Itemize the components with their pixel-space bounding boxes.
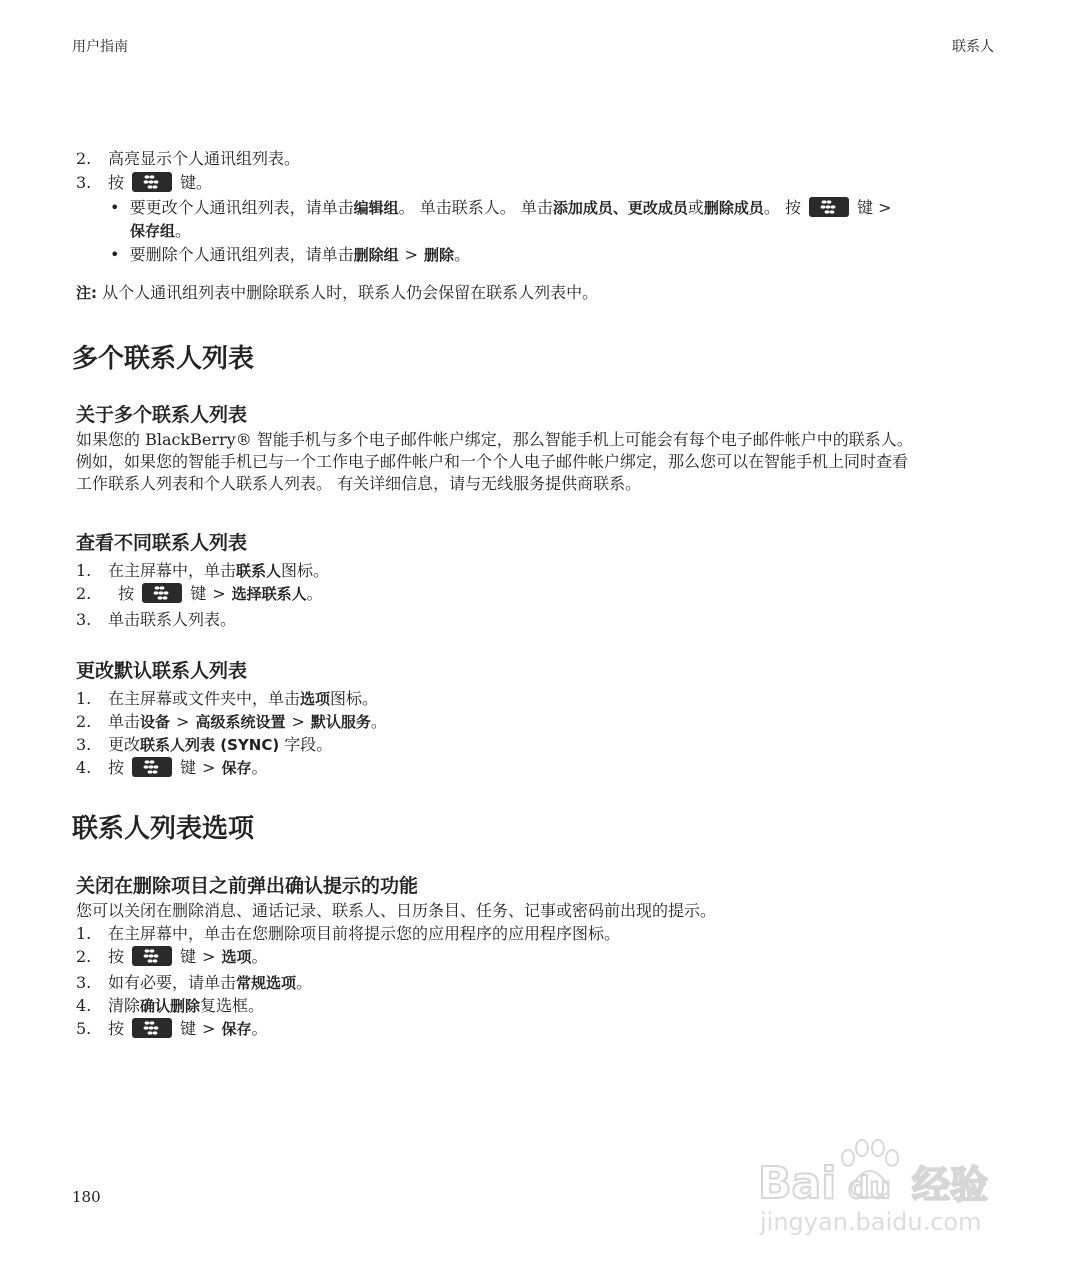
bullet-edit-group-cont: 保存组。	[130, 221, 192, 240]
bullet-dot: •	[110, 245, 120, 264]
note: 注: 从个人通讯组列表中删除联系人时，联系人仍会保留在联系人列表中。	[76, 283, 599, 302]
confirm-step-1: 1. 在主屏幕中，单击在您删除项目前将提示您的应用程序的应用程序图标。	[76, 924, 621, 943]
watermark-brand-cn: 经验	[912, 1163, 989, 1207]
bullet-edit-group: • 要更改个人通讯组列表，请单击编辑组。 单击联系人。 单击添加成员、更改成员或删除成员。 按 键 >	[110, 198, 892, 217]
watermark-brand-bai: Bai	[758, 1158, 837, 1209]
subsection-title-default: 更改默认联系人列表	[76, 660, 248, 682]
section-title-multiple-lists: 多个联系人列表	[72, 344, 255, 374]
watermark-brand-du: du	[848, 1171, 891, 1206]
watermark-url: jingyan.baidu.com	[760, 1208, 982, 1236]
confirm-step-2: 2. 按 键 > 选项。	[76, 947, 268, 966]
confirm-step-3: 3. 如有必要，请单击常规选项。	[76, 973, 313, 992]
step-highlight-group: 2. 高亮显示个人通讯组列表。	[76, 149, 301, 168]
page-number: 180	[72, 1188, 101, 1206]
about-paragraph: 如果您的 BlackBerry® 智能手机与多个电子邮件帐户绑定，那么智能手机上可能会有每个电子邮件帐户中的联系人。 例如，如果您的智能手机已与一个工作电子邮件帐户和一个个人电子邮件帐户绑定，那么您可以在智能手机上同时查看 工作联系人列表和个人联系人列表。 有关详细信息，请与无线服务提供商联系。	[76, 430, 913, 493]
bullet-dot: •	[110, 198, 120, 217]
header-chapter-title: 联系人	[952, 39, 994, 55]
confirm-step-4: 4. 清除确认删除复选框。	[76, 996, 265, 1015]
baidu-jingyan-watermark-logo	[752, 1118, 1002, 1238]
header-guide-title: 用户指南	[72, 39, 128, 55]
step-press-key: 3. 按 键。	[76, 173, 213, 192]
default-step-4: 4. 按 键 > 保存。	[76, 758, 268, 777]
confirm-intro: 您可以关闭在删除消息、通话记录、联系人、日历条目、任务、记事或密码前出现的提示。	[76, 901, 717, 920]
subsection-title-view: 查看不同联系人列表	[76, 532, 248, 554]
view-step-3: 3. 单击联系人列表。	[76, 610, 237, 629]
blackberry-menu-key-icon	[809, 197, 849, 217]
default-step-2: 2. 单击设备 > 高级系统设置 > 默认服务。	[76, 712, 387, 731]
blackberry-menu-key-icon	[142, 583, 182, 603]
view-step-2: 2. 按 键 > 选择联系人。	[76, 584, 323, 603]
subsection-title-about: 关于多个联系人列表	[76, 404, 248, 426]
bullet-delete-group: • 要删除个人通讯组列表，请单击删除组 > 删除。	[110, 245, 471, 264]
view-step-1: 1. 在主屏幕中，单击联系人图标。	[76, 561, 330, 580]
blackberry-menu-key-icon	[132, 172, 172, 192]
default-step-3: 3. 更改联系人列表 (SYNC) 字段。	[76, 735, 333, 754]
blackberry-menu-key-icon	[132, 1018, 172, 1038]
confirm-step-5: 5. 按 键 > 保存。	[76, 1019, 268, 1038]
blackberry-menu-key-icon	[132, 757, 172, 777]
section-title-list-options: 联系人列表选项	[72, 814, 255, 844]
default-step-1: 1. 在主屏幕或文件夹中，单击选项图标。	[76, 689, 379, 708]
subsection-title-confirm: 关闭在删除项目之前弹出确认提示的功能	[76, 875, 419, 897]
blackberry-menu-key-icon	[132, 946, 172, 966]
